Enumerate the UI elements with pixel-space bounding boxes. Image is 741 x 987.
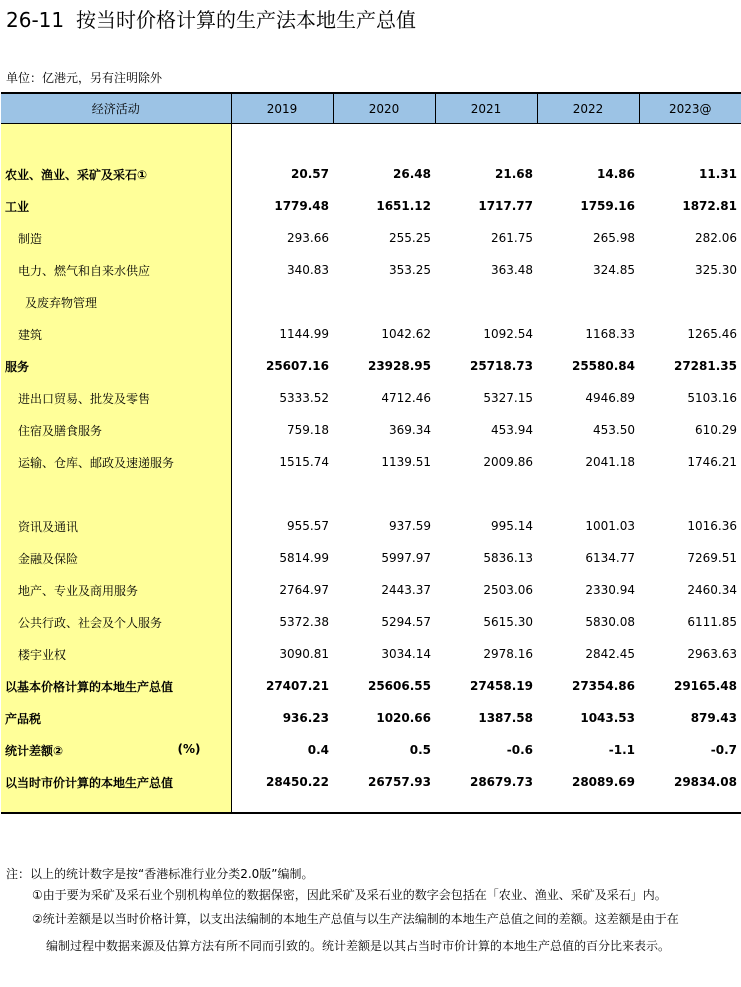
footnote-1: ①由于要为采矿及采石业个别机构单位的数据保密，因此采矿及采石业的数字会包括在「农业、渔业、采矿及采石」内。 — [32, 888, 667, 902]
cell-value: 1387.58 — [478, 711, 533, 725]
cell-value: 1144.99 — [279, 327, 329, 341]
cell-value: 2460.34 — [687, 583, 737, 597]
header-year: 2020 — [333, 93, 435, 124]
cell-value: 5615.30 — [483, 615, 533, 629]
row-label: 服务 — [1, 350, 231, 382]
cell-value: 453.94 — [491, 423, 533, 437]
cell-value: 353.25 — [389, 263, 431, 277]
footnote-2-continued: 编制过程中数据来源及估算方法有所不同而引致的。统计差额是以其占当时市价计算的本地生产总值的百分比来表示。 — [46, 939, 671, 953]
row-label-text: 统计差额② — [5, 743, 64, 758]
row-label: 住宿及膳食服务 — [1, 414, 231, 446]
cell-value: 2503.06 — [483, 583, 533, 597]
table-row — [1, 254, 741, 286]
row-label — [1, 734, 231, 766]
cell-value: 2041.18 — [585, 455, 635, 469]
footnote-main: 注：以上的统计数字是按“香港标准行业分类2.0版”编制。 — [6, 867, 314, 881]
cell-value: 25607.16 — [265, 359, 329, 373]
cell-value: 4712.46 — [381, 391, 431, 405]
cell-value: 1872.81 — [682, 199, 737, 213]
cell-value: 5814.99 — [279, 551, 329, 565]
cell-value: 325.30 — [695, 263, 737, 277]
table-row — [1, 734, 741, 766]
cell-value: 28089.69 — [571, 775, 635, 789]
header-year: 2023@ — [639, 93, 741, 124]
cell-value: 1001.03 — [585, 519, 635, 533]
cell-value: 255.25 — [389, 231, 431, 245]
cell-value: 1746.21 — [687, 455, 737, 469]
cell-value: 5327.15 — [483, 391, 533, 405]
table-row — [1, 222, 741, 254]
cell-value: 5103.16 — [687, 391, 737, 405]
table-row — [1, 638, 741, 670]
table-row — [1, 702, 741, 734]
cell-value: 2978.16 — [483, 647, 533, 661]
table-row — [1, 606, 741, 638]
cell-value: 369.34 — [389, 423, 431, 437]
header-year: 2022 — [537, 93, 639, 124]
cell-value: 0.4 — [307, 743, 329, 757]
cell-value: 1139.51 — [381, 455, 431, 469]
cell-value: 610.29 — [695, 423, 737, 437]
cell-value: 1759.16 — [580, 199, 635, 213]
cell-value: 26.48 — [393, 167, 431, 181]
row-unit: (%) — [177, 741, 201, 756]
cell-value: 29834.08 — [673, 775, 737, 789]
cell-value: -1.1 — [608, 743, 635, 757]
cell-value: 1168.33 — [585, 327, 635, 341]
cell-value: 995.14 — [491, 519, 533, 533]
cell-value: 5830.08 — [585, 615, 635, 629]
table-row — [1, 542, 741, 574]
row-label: 制造 — [1, 222, 231, 254]
cell-value: 1092.54 — [483, 327, 533, 341]
table-row — [1, 286, 741, 318]
cell-value: 20.57 — [291, 167, 329, 181]
header-year: 2021 — [435, 93, 537, 124]
cell-value: 759.18 — [287, 423, 329, 437]
cell-value: 6111.85 — [687, 615, 737, 629]
cell-value: 3090.81 — [279, 647, 329, 661]
row-label: 农业、渔业、采矿及采石① — [1, 158, 231, 190]
cell-value: 5294.57 — [381, 615, 431, 629]
row-label: 金融及保险 — [1, 542, 231, 574]
row-label: 楼宇业权 — [1, 638, 231, 670]
cell-value: 1016.36 — [687, 519, 737, 533]
cell-value: 363.48 — [491, 263, 533, 277]
header-row — [1, 93, 741, 124]
cell-value: 25580.84 — [571, 359, 635, 373]
spacer-row — [1, 124, 741, 159]
cell-value: 28679.73 — [469, 775, 533, 789]
cell-value: 0.5 — [409, 743, 431, 757]
row-label: 工业 — [1, 190, 231, 222]
cell-value: 453.50 — [593, 423, 635, 437]
table-row — [1, 158, 741, 190]
cell-value: 2963.63 — [687, 647, 737, 661]
cell-value: 1515.74 — [279, 455, 329, 469]
cell-value: 26757.93 — [367, 775, 431, 789]
gdp-table — [1, 92, 741, 814]
cell-value: 1717.77 — [478, 199, 533, 213]
cell-value: 879.43 — [690, 711, 737, 725]
page-title — [6, 4, 416, 33]
table-title: 按当时价格计算的生产法本地生产总值 — [76, 8, 416, 32]
cell-value: 293.66 — [287, 231, 329, 245]
cell-value: 28450.22 — [265, 775, 329, 789]
cell-value: 25718.73 — [469, 359, 533, 373]
table-row — [1, 190, 741, 222]
row-label-continuation: 及废弃物管理 — [1, 286, 231, 318]
row-label: 以当时市价计算的本地生产总值 — [1, 766, 231, 798]
cell-value: 4946.89 — [585, 391, 635, 405]
cell-value: 1265.46 — [687, 327, 737, 341]
row-label: 电力、燃气和自来水供应 — [1, 254, 231, 286]
cell-value: 1651.12 — [376, 199, 431, 213]
row-label: 产品税 — [1, 702, 231, 734]
cell-value: 5372.38 — [279, 615, 329, 629]
footnotes — [6, 864, 736, 957]
table-row — [1, 574, 741, 606]
cell-value: -0.6 — [506, 743, 533, 757]
table-row — [1, 766, 741, 798]
cell-value: 2009.86 — [483, 455, 533, 469]
row-label: 资讯及通讯 — [1, 510, 231, 542]
row-label: 地产、专业及商用服务 — [1, 574, 231, 606]
cell-value: 324.85 — [593, 263, 635, 277]
cell-value: 5333.52 — [279, 391, 329, 405]
cell-value: 937.59 — [389, 519, 431, 533]
cell-value: 21.68 — [495, 167, 533, 181]
cell-value: 25606.55 — [367, 679, 431, 693]
row-label: 公共行政、社会及个人服务 — [1, 606, 231, 638]
cell-value: 282.06 — [695, 231, 737, 245]
cell-value: 1779.48 — [274, 199, 329, 213]
cell-value: 29165.48 — [673, 679, 737, 693]
cell-value: 23928.95 — [367, 359, 431, 373]
cell-value: 11.31 — [699, 167, 737, 181]
row-label: 建筑 — [1, 318, 231, 350]
cell-value: 261.75 — [491, 231, 533, 245]
table-row — [1, 510, 741, 542]
table-row — [1, 670, 741, 702]
footnote-2: ②统计差额是以当时价格计算，以支出法编制的本地生产总值与以生产法编制的本地生产总值之间的差额。这差额是由于在 — [32, 912, 679, 926]
cell-value: 1042.62 — [381, 327, 431, 341]
header-year: 2019 — [231, 93, 333, 124]
cell-value: 936.23 — [282, 711, 329, 725]
cell-value: 27281.35 — [673, 359, 737, 373]
cell-value: 5836.13 — [483, 551, 533, 565]
cell-value: 3034.14 — [381, 647, 431, 661]
spacer-row — [1, 478, 741, 510]
table-row — [1, 350, 741, 382]
cell-value: 6134.77 — [585, 551, 635, 565]
table-row — [1, 446, 741, 478]
table-row — [1, 382, 741, 414]
cell-value: 2764.97 — [279, 583, 329, 597]
table-number: 26-11 — [6, 8, 65, 32]
table-row — [1, 414, 741, 446]
cell-value: 5997.97 — [381, 551, 431, 565]
cell-value: 1020.66 — [376, 711, 431, 725]
cell-value: 27407.21 — [265, 679, 329, 693]
cell-value: 7269.51 — [687, 551, 737, 565]
cell-value: -0.7 — [710, 743, 737, 757]
cell-value: 27458.19 — [469, 679, 533, 693]
table-row — [1, 318, 741, 350]
cell-value: 2842.45 — [585, 647, 635, 661]
cell-value: 27354.86 — [571, 679, 635, 693]
cell-value: 1043.53 — [580, 711, 635, 725]
row-label: 以基本价格计算的本地生产总值 — [1, 670, 231, 702]
cell-value: 265.98 — [593, 231, 635, 245]
cell-value: 2443.37 — [381, 583, 431, 597]
cell-value: 14.86 — [597, 167, 635, 181]
cell-value: 340.83 — [287, 263, 329, 277]
cell-value: 955.57 — [287, 519, 329, 533]
cell-value: 2330.94 — [585, 583, 635, 597]
unit-note: 单位：亿港元，另有注明除外 — [6, 71, 163, 85]
row-label: 运输、仓库、邮政及速递服务 — [1, 446, 231, 478]
row-label: 进出口贸易、批发及零售 — [1, 382, 231, 414]
spacer-row — [1, 798, 741, 813]
header-activity: 经济活动 — [1, 93, 231, 124]
